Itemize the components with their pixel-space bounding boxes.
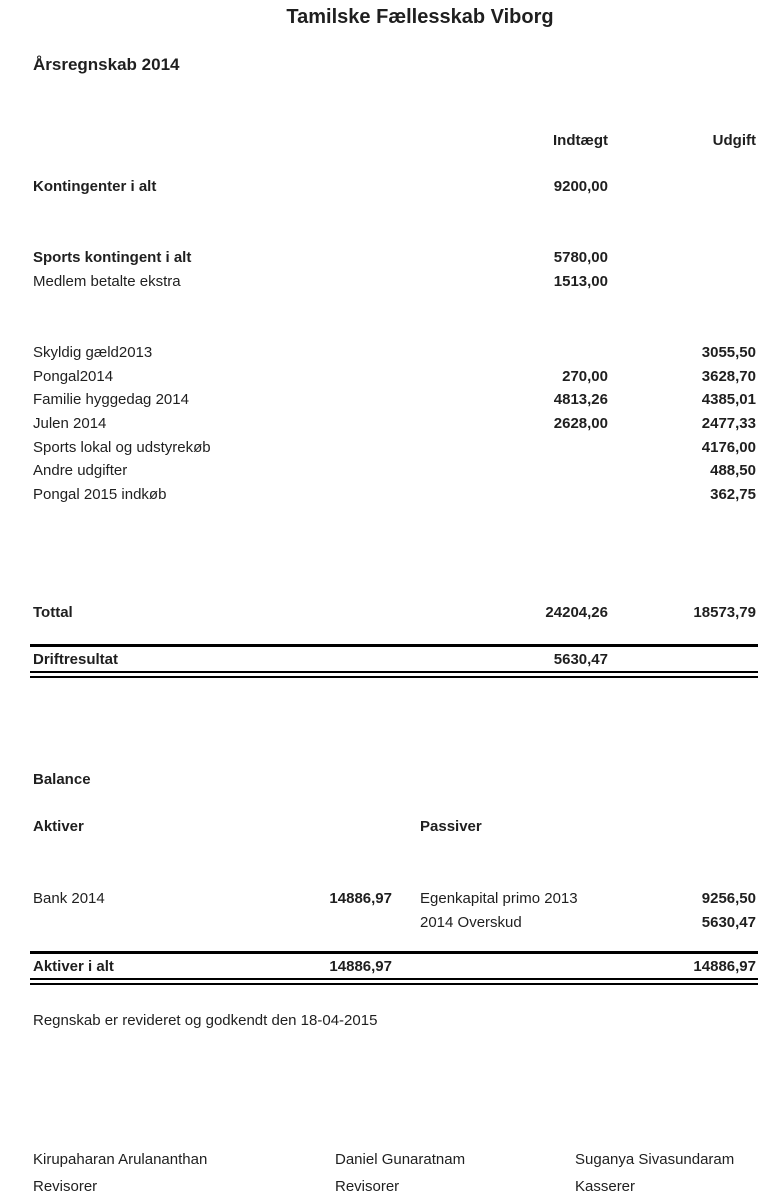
table-row [0, 344, 762, 363]
income-column-header: Indtægt [553, 132, 608, 149]
balance-row [0, 890, 762, 909]
row-label: Julen 2014 [33, 415, 107, 432]
table-row [0, 439, 762, 458]
row-label: Medlem betalte ekstra [33, 273, 181, 290]
row-label: Familie hyggedag 2014 [33, 391, 189, 408]
row-label: Pongal 2015 indkøb [33, 486, 167, 503]
row-label: Pongal2014 [33, 368, 114, 385]
approval-note: Regnskab er revideret og godkendt den 18-04-2015 [33, 1012, 378, 1029]
balance-total-label: Aktiver i alt [33, 958, 114, 975]
balance-column-headers [0, 818, 762, 837]
signature-name: Kirupaharan Arulananthan [33, 1151, 208, 1168]
total-expense-value: 18573,79 [693, 604, 756, 621]
table-row [0, 462, 762, 481]
assets-heading: Aktiver [33, 818, 84, 835]
total-income-value: 24204,26 [545, 604, 608, 621]
expense-value: 2477,33 [701, 415, 756, 432]
table-row [0, 273, 762, 292]
signature-role: Kasserer [575, 1178, 636, 1195]
expense-value: 4385,01 [701, 391, 756, 408]
balance-row [0, 914, 762, 933]
expense-value: 3055,50 [701, 344, 756, 361]
row-label: Skyldig gæld2013 [33, 344, 153, 361]
result-bottom-rule [30, 671, 758, 678]
liability-label: 2014 Overskud [420, 914, 522, 931]
expense-value: 4176,00 [701, 439, 756, 456]
asset-value: 14886,97 [329, 890, 392, 907]
table-row [0, 178, 762, 197]
page-title: Tamilske Fællesskab Viborg [286, 6, 554, 28]
result-label: Driftresultat [33, 651, 119, 668]
income-value: 9200,00 [553, 178, 608, 195]
balance-total-liabilities-value: 14886,97 [693, 958, 756, 975]
expense-value: 3628,70 [701, 368, 756, 385]
table-row [0, 391, 762, 410]
table-row [0, 368, 762, 387]
balance-heading: Balance [33, 771, 91, 788]
liability-label: Egenkapital primo 2013 [420, 890, 578, 907]
signature-role: Revisorer [335, 1178, 400, 1195]
income-value: 1513,00 [553, 273, 608, 290]
table-row [0, 249, 762, 268]
signature-name: Suganya Sivasundaram [575, 1151, 735, 1168]
balance-total-bottom-rule [30, 978, 758, 985]
result-row [0, 651, 762, 670]
total-label: Tottal [33, 604, 73, 621]
signature-role: Revisorer [33, 1178, 98, 1195]
balance-total-assets-value: 14886,97 [329, 958, 392, 975]
liabilities-heading: Passiver [420, 818, 482, 835]
asset-label: Bank 2014 [33, 890, 105, 907]
table-row [0, 486, 762, 505]
expense-value: 362,75 [710, 486, 756, 503]
balance-total-row [0, 958, 762, 977]
row-label: Andre udgifter [33, 462, 128, 479]
signature-name: Daniel Gunaratnam [335, 1151, 466, 1168]
row-label: Kontingenter i alt [33, 178, 157, 195]
income-value: 2628,00 [553, 415, 608, 432]
result-top-rule [30, 644, 758, 647]
column-header-row [0, 132, 762, 151]
expense-column-header: Udgift [712, 132, 756, 149]
table-row [0, 415, 762, 434]
total-row [0, 604, 762, 623]
row-label: Sports lokal og udstyrekøb [33, 439, 211, 456]
expense-value: 488,50 [710, 462, 756, 479]
page-subtitle: Årsregnskab 2014 [33, 55, 180, 74]
income-value: 5780,00 [553, 249, 608, 266]
income-value: 4813,26 [553, 391, 608, 408]
row-label: Sports kontingent i alt [33, 249, 192, 266]
liability-value: 5630,47 [701, 914, 756, 931]
result-value: 5630,47 [553, 651, 608, 668]
liability-value: 9256,50 [701, 890, 756, 907]
balance-total-top-rule [30, 951, 758, 954]
income-value: 270,00 [562, 368, 608, 385]
